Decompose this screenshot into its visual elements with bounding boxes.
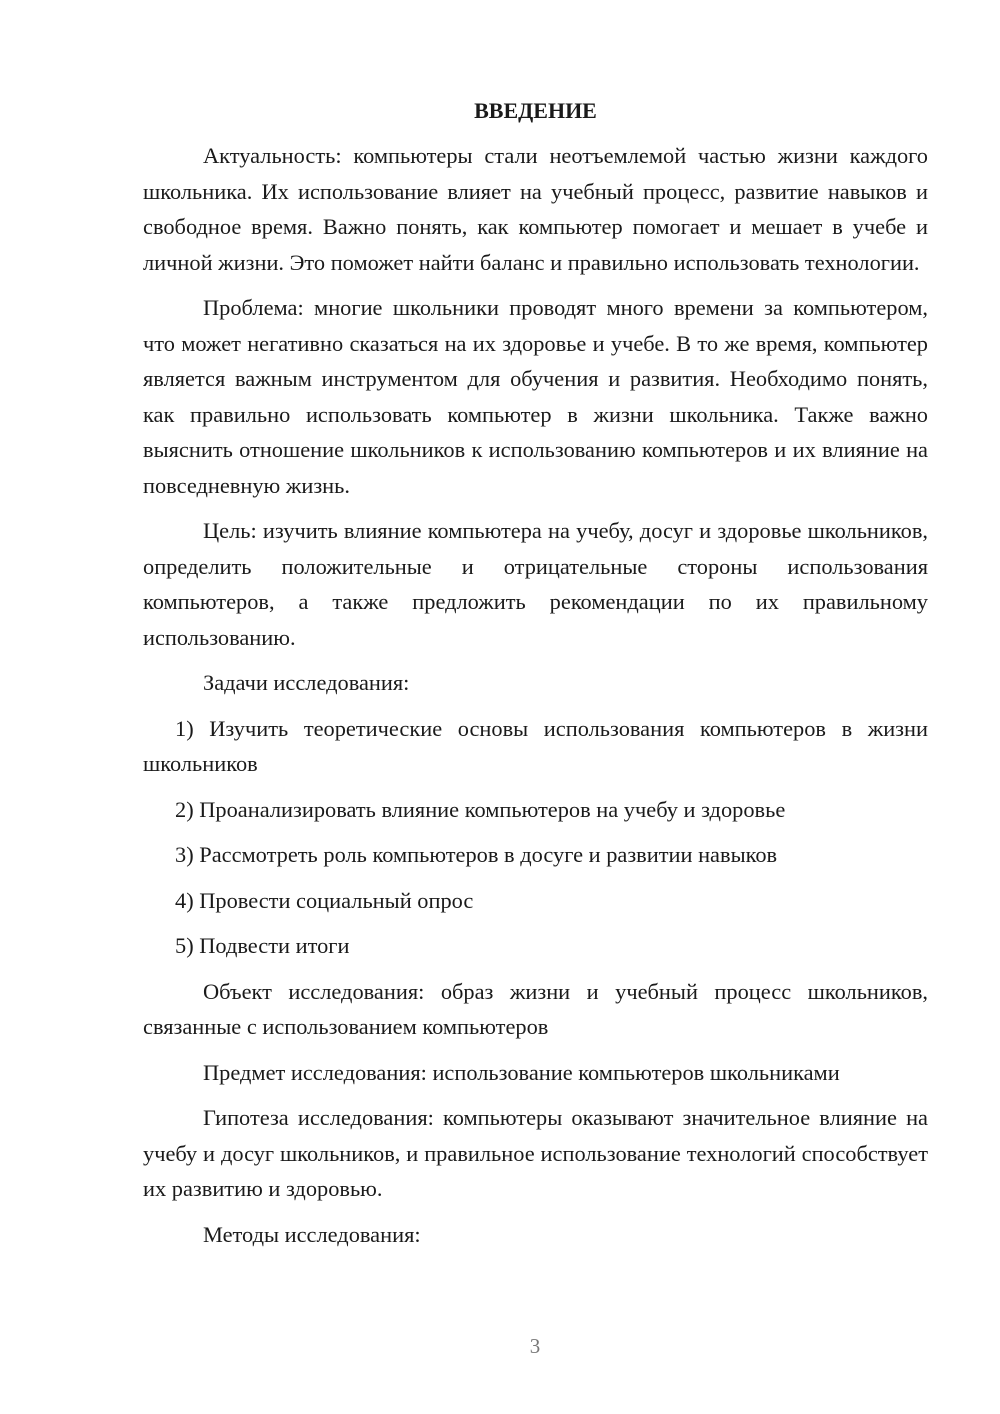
- paragraph-methods: Методы исследования:: [203, 1221, 421, 1247]
- paragraph-subject: Предмет исследования: использование компьютеров школьниками: [203, 1059, 840, 1085]
- task-item-1: 1) Изучить теоретические основы использования компьютеров в жизни школьников: [143, 715, 928, 776]
- paragraph-object: Объект исследования: образ жизни и учебный процесс школьников, связанные с использованием компьютеров: [143, 978, 928, 1039]
- task-item-5: 5) Подвести итоги: [175, 933, 350, 958]
- paragraph-problem: Проблема: многие школьники проводят много времени за компьютером, что может негативно сказаться на их здоровье и учебе. В то же время, компьютер является важным инструментом для обучения и развития. Необходимо понять, как правильно использовать компьютер в жизни школьника. Также важно выяснить отношение школьников к использованию компьютеров и их влияние на повседневную жизнь.: [143, 295, 928, 498]
- page-number: 3: [529, 1334, 541, 1358]
- paragraph-tasks-heading: Задачи исследования:: [203, 670, 410, 695]
- page-title: ВВЕДЕНИЕ: [474, 98, 597, 123]
- task-item-3: 3) Рассмотреть роль компьютеров в досуге и развитии навыков: [175, 842, 778, 867]
- task-item-4: 4) Провести социальный опрос: [175, 887, 474, 913]
- paragraph-relevance: Актуальность: компьютеры стали неотъемлемой частью жизни каждого школьника. Их использование влияет на учебный процесс, развитие навыков и свободное время. Важно понять, как компьютер помогает и мешает в учебе и личной жизни. Это поможет найти баланс и правильно использовать технологии.: [143, 143, 928, 275]
- task-item-2: 2) Проанализировать влияние компьютеров на учебу и здоровье: [175, 796, 786, 822]
- page-content: [143, 96, 928, 1262]
- paragraph-goal: Цель: изучить влияние компьютера на учебу, досуг и здоровье школьников, определить положительные и отрицательные стороны использования компьютеров, а также предложить рекомендации по их правильному использованию.: [143, 518, 928, 650]
- paragraph-hypothesis: Гипотеза исследования: компьютеры оказывают значительное влияние на учебу и досуг школьников, и правильное использование технологий способствует их развитию и здоровью.: [143, 1105, 928, 1201]
